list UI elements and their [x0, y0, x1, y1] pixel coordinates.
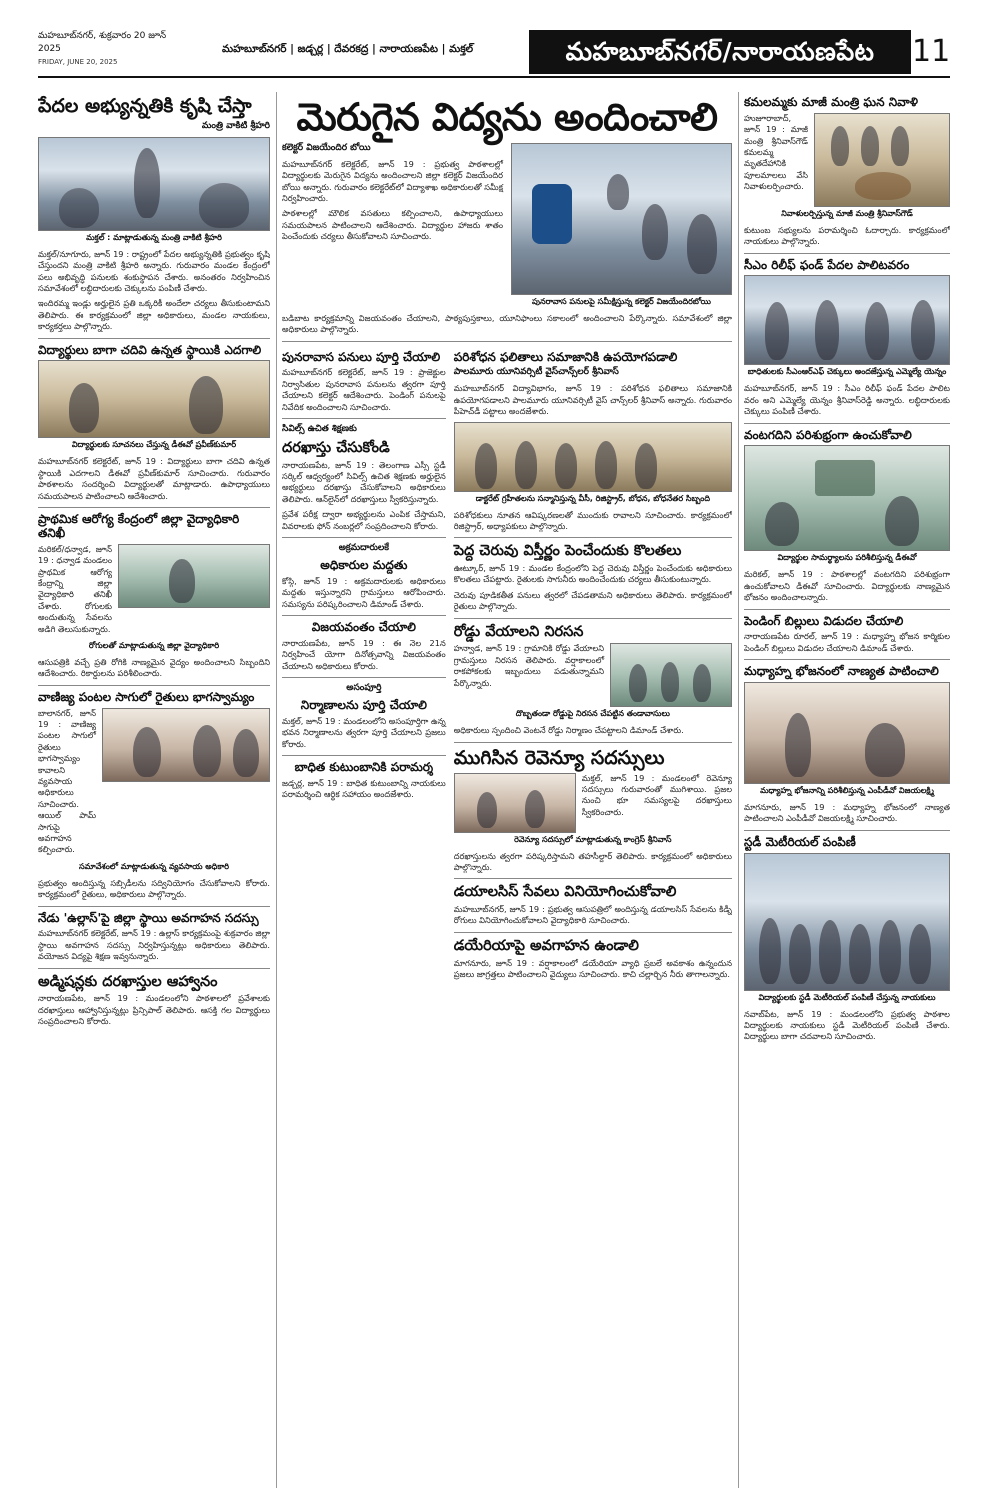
article-body: నారాయణపేట, జూన్ 19 : మండలంలోని పాఠశాలలో ప్రవేశాలకు దరఖాస్తులు ఆహ్వానిస్తున్నట్లు ప్రిన్సిపాల్ తెలిపారు. ఆసక్తి గల విద్యార్థులు సంప్రదించాలని కోరారు. — [38, 993, 270, 1027]
article-headline: వంటగదిని పరిశుభ్రంగా ఉంచుకోవాలి — [744, 427, 912, 442]
article-photo — [610, 643, 732, 707]
photo-caption: డాక్టరేట్ గ్రహీతలను సన్మానిస్తున్న వీసీ, రిజిస్ట్రార్, బోధన, బోధనేతర సిబ్బంది — [475, 493, 710, 503]
photo-caption: దొబ్బతండా రోడ్డుపై నిరసన చేపట్టిన తండావాసులు — [515, 709, 670, 719]
section-rule — [744, 423, 950, 424]
article-body: నారాయణపేట, జూన్ 19 : తెలంగాణ ఎస్సీ స్టడీ సర్కిల్ ఆధ్వర్యంలో సివిల్స్ ఉచిత శిక్షణకు అర్హులైన అభ్యర్థులు దరఖాస్తు చేసుకోవాలని అధికారులు తెలిపారు. ఆన్‌లైన్‌లో దరఖాస్తులు స్వీకరిస్తున్నారు. — [282, 459, 446, 504]
article-body: జడ్చర్ల, జూన్ 19 : బాధిత కుటుంబాన్ని నాయకులు పరామర్శించి ఆర్థిక సహాయం అందజేశారు. — [282, 777, 446, 800]
article-body: మహబూబ్‌నగర్, జూన్ 19 : సీఎం రిలీఫ్ ఫండ్ పేదల పాలిట వరం అని ఎమ్మెల్యే యెన్నం శ్రీనివాస్‌రెడ్డి అన్నారు. లబ్ధిదారులకు చెక్కులు పంపిణీ చేశారు. — [744, 383, 950, 417]
photo-caption: సమావేశంలో మాట్లాడుతున్న వ్యవసాయ అధికారి — [78, 861, 230, 871]
photo-caption: మక్తల్ : మాట్లాడుతున్న మంత్రి వాకిటి శ్రీహరి — [86, 232, 222, 242]
section-rule — [454, 537, 732, 538]
photo-caption: రోగులతో మాట్లాడుతున్న జిల్లా వైద్యాధికారి — [88, 640, 220, 650]
date-telugu: మహబూబ్‌నగర్, శుక్రవారం 20 జూన్ 2025 — [38, 31, 167, 54]
article-headline: అడ్మిషన్లకు దరఖాస్తుల ఆహ్వానం — [38, 973, 218, 990]
section-rule — [454, 742, 732, 743]
article-headline: డయాలసిస్ సేవలు వినియోగించుకోవాలి — [453, 884, 677, 901]
masthead — [0, 0, 981, 92]
article-body: ఇందిరమ్మ ఇండ్లు అర్హులైన ప్రతి ఒక్కరికీ అందేలా చర్యలు తీసుకుంటామని తెలిపారు. ఈ కార్యక్రమంలో జిల్లా అధికారులు, మండల నాయకులు, కార్యకర్తలు పాల్గొన్నారు. — [38, 298, 270, 332]
article-photo — [744, 445, 950, 551]
lead-headline: మెరుగైన విద్యను అందించాలి — [296, 95, 718, 139]
article-body: మహబూబ్‌నగర్ విద్యావిభాగం, జూన్ 19 : పరిశోధన ఫలితాలు సమాజానికి ఉపయోగపడాలని పాలమూరు యూనివర్సిటీ వైస్ చాన్స్‌లర్ శ్రీనివాస్ అన్నారు. గురువారం పీహెచ్‌డీ పట్టాలు అందజేశారు. — [453, 383, 732, 417]
photo-caption: పునరావాస పనులపై సమీక్షిస్తున్న కలెక్టర్ విజయేందిరబోయి — [532, 296, 711, 306]
article-body: మరికల్, జూన్ 19 : పాఠశాలల్లో వంటగదిని పరిశుభ్రంగా ఉంచుకోవాలని డీఈవో సూచించారు. విద్యార్థులకు నాణ్యమైన భోజనం అందించాలన్నారు. — [744, 569, 950, 603]
section-rule — [454, 618, 732, 619]
article-body: కుటుంబ సభ్యులను పరామర్శించి ఓదార్చారు. కార్యక్రమంలో నాయకులు పాల్గొన్నారు. — [744, 224, 950, 247]
article-body: ప్రవేశ పరీక్ష ద్వారా అభ్యర్థులను ఎంపిక చేస్తామని, వివరాలకు ఫోన్ నంబర్లలో సంప్రదించాలని కోరారు. — [282, 509, 446, 531]
article-headline: విజయవంతం చేయాలి — [311, 620, 416, 635]
article-photo — [102, 708, 270, 782]
page-number: 11 — [912, 34, 951, 69]
section-rule — [744, 609, 950, 610]
article-photo — [454, 773, 576, 833]
article-row — [454, 643, 732, 707]
column-middle — [282, 92, 732, 1488]
article-photo — [744, 275, 950, 365]
article-row — [38, 544, 270, 639]
article-byline: కలెక్టర్ విజయేందిర బోయి — [282, 142, 371, 153]
article-body: మరికల్/ధన్వాడ, జూన్ 19 : ధన్వాడ మండలం ప్రాథమిక ఆరోగ్య కేంద్రాన్ని జిల్లా వైద్యాధికారి తనిఖీ చేశారు. రోగులకు అందుతున్న సేవలను అడిగి తెలుసుకున్నారు. — [38, 543, 112, 634]
lower-row — [282, 347, 732, 985]
photo-caption: రెవెన్యూ సదస్సులో మాట్లాడుతున్న కాంగ్రెస్ శ్రీనివాస్ — [514, 834, 672, 844]
article-body: పాఠశాలల్లో మౌలిక వసతులు కల్పించాలని, ఉపాధ్యాయులు సమయపాలన పాటించాలని ఆదేశించారు. విద్యార్థుల హాజరు శాతం పెంచేందుకు చర్యలు తీసుకోవాలని సూచించారు. — [282, 208, 503, 242]
article-kicker: అసంపూర్తి — [346, 683, 382, 694]
article-headline: కమలమ్మకు మాజీ మంత్రి ఘన నివాళి — [744, 95, 918, 109]
left-sub-column — [282, 347, 446, 985]
photo-caption: విద్యార్థులకు సూచనలు చేస్తున్న డీఈవో ప్రవీణ్‌కుమార్ — [71, 440, 237, 450]
section-title: మహబూబ్‌నగర్/నారాయణపేట — [529, 30, 911, 74]
article-photo — [38, 137, 270, 231]
article-body: నవాబ్‌పేట, జూన్ 19 : మండలంలోని ప్రభుత్వ పాఠశాల విద్యార్థులకు నాయకులు స్టడీ మెటీరియల్ పంపిణీ చేశారు. విద్యార్థులు బాగా చదవాలని సూచించారు. — [744, 1008, 950, 1042]
header-rule — [38, 76, 950, 78]
article-headline: నిర్మాణాలను పూర్తి చేయాలి — [300, 698, 427, 713]
article-row — [38, 708, 270, 860]
article-body: ఊట్కూర్, జూన్ 19 : మండల కేంద్రంలోని పెద్ద చెరువు విస్తీర్ణం పెంచేందుకు అధికారులు కొలతలు చేపట్టారు. రైతులకు సాగునీరు అందించేందుకు చర్యలు తీసుకుంటున్నారు. — [453, 563, 732, 585]
section-rule — [454, 878, 732, 879]
section-rule — [38, 968, 270, 969]
article-headline: పేదల అభ్యున్నతికి కృషి చేస్తా — [38, 95, 252, 117]
article-body: ప్రభుత్వం అందిస్తున్న సబ్సిడీలను సద్వినియోగం చేసుకోవాలని కోరారు. కార్యక్రమంలో రైతులు, అధికారులు పాల్గొన్నారు. — [38, 877, 270, 900]
article-body: నారాయణపేట, జూన్ 19 : ఈ నెల 21న నిర్వహించే యోగా దినోత్సవాన్ని విజయవంతం చేయాలని అధికారులు కోరారు. — [282, 637, 446, 671]
section-rule — [744, 830, 950, 831]
article-headline: విద్యార్థులు బాగా చదివి ఉన్నత స్థాయికి ఎదగాలి — [38, 342, 262, 357]
article-body: మక్తల్, జూన్ 19 : మండలంలోని అసంపూర్తిగా ఉన్న భవన నిర్మాణాలను త్వరగా పూర్తి చేయాలని ప్రజలు కోరారు. — [282, 715, 446, 749]
photo-caption: విద్యార్థుల సామర్థ్యాలను పరిశీలిస్తున్న డీఈవో — [777, 553, 917, 563]
article-headline: పెద్ద చెరువు విస్తీర్ణం పెంచేందుకు కొలతలు — [453, 543, 682, 560]
photo-caption: మధ్యాహ్న భోజనాన్ని పరిశీలిస్తున్న ఎంపీడీవో విజయలక్ష్మి — [760, 786, 934, 796]
article-body: కోస్గి, జూన్ 19 : అక్రమదారులకు అధికారులు మద్దతు ఇస్తున్నారని గ్రామస్తులు ఆరోపించారు. సమస్యను పరిష్కరించాలని డిమాండ్ చేశారు. — [282, 575, 446, 609]
column-divider — [276, 92, 277, 1488]
article-headline: పరిశోధన ఫలితాలు సమాజానికి ఉపయోగపడాలి — [453, 349, 678, 364]
article-headline: నేడు 'ఉల్లాస్'పై జిల్లా స్థాయి అవగాహన సదస్సు — [38, 910, 259, 925]
section-rule — [38, 906, 270, 907]
article-body: మాగనూరు, జూన్ 19 : మధ్యాహ్న భోజనంలో నాణ్యత పాటించాలని ఎంపీడీవో విజయలక్ష్మి సూచించారు. — [744, 802, 950, 824]
article-photo — [814, 113, 950, 207]
district-list: మహబూబ్‌నగర్ | జడ్చర్ల | దేవరకద్ర | నారాయణపేట | మక్తల్ — [222, 43, 474, 55]
section-rule — [282, 755, 446, 756]
section-rule — [282, 341, 732, 342]
article-body: మహబూబ్‌నగర్ కలెక్టరేట్, జూన్ 19 : విద్యార్థులు బాగా చదివి ఉన్నత స్థాయికి ఎదగాలని డీఈవో ప్రవీణ్‌కుమార్ సూచించారు. గురువారం పాఠశాలను సందర్శించి విద్యార్థులతో మాట్లాడారు. ఉపాధ్యాయులు సమయపాలన పాటించాలని ఆదేశించారు. — [38, 456, 270, 501]
lead-row — [282, 143, 732, 313]
section-rule — [744, 659, 950, 660]
article-headline: బాధిత కుటుంబానికి పరామర్శ — [294, 760, 434, 775]
article-headline: ప్రాథమిక ఆరోగ్య కేంద్రంలో జిల్లా వైద్యాధికారి తనిఖీ — [38, 512, 240, 540]
article-photo — [744, 853, 950, 991]
article-body: అధికారులు స్పందించి వెంటనే రోడ్డు నిర్మాణం చేపట్టాలని డిమాండ్ చేశారు. — [453, 725, 684, 736]
photo-caption: బాధితులకు సీఎంఆర్ఎఫ్ చెక్కులు అందజేస్తున్న ఎమ్మెల్యే యెన్నం — [747, 367, 947, 377]
lead-photo — [511, 143, 732, 295]
section-rule — [282, 615, 446, 616]
section-rule — [282, 418, 446, 419]
article-body: పరిశోధకులు నూతన ఆవిష్కరణలతో ముందుకు రావాలని సూచించారు. కార్యక్రమంలో రిజిస్ట్రార్, అధ్యాపకులు పాల్గొన్నారు. — [453, 509, 732, 531]
article-body: చెరువు పూడికతీత పనులు త్వరలో చేపడతామని అధికారులు తెలిపారు. కార్యక్రమంలో రైతులు పాల్గొన్నారు. — [453, 589, 732, 612]
article-headline: పెండింగ్ బిల్లులు విడుదల చేయాలి — [744, 613, 904, 628]
right-sub-column — [454, 347, 732, 985]
article-body: మక్తల్, జూన్ 19 : మండలంలో రెవెన్యూ సదస్సులు గురువారంతో ముగిశాయి. ప్రజల నుంచి భూ సమస్యలపై దరఖాస్తులు స్వీకరించారు. — [581, 772, 732, 817]
article-byline: మంత్రి వాకిటి శ్రీహరి — [201, 120, 270, 131]
article-kicker: సివిల్స్ ఉచిత శిక్షణకు — [282, 423, 357, 434]
article-photo — [744, 682, 950, 784]
article-body: మహబూబ్‌నగర్, జూన్ 19 : ప్రభుత్వ ఆసుపత్రిలో అందిస్తున్న డయాలసిస్ సేవలను కిడ్నీ రోగులు వినియోగించుకోవాలని వైద్యాధికారి సూచించారు. — [453, 904, 732, 926]
article-body: దరఖాస్తులను త్వరగా పరిష్కరిస్తామని తహసీల్దార్ తెలిపారు. కార్యక్రమంలో అధికారులు పాల్గొన్నారు. — [453, 850, 732, 872]
article-photo — [38, 360, 270, 438]
section-rule — [282, 537, 446, 538]
article-headline: డయేరియాపై అవగాహన ఉండాలి — [453, 937, 639, 954]
article-headline: దరఖాస్తు చేసుకోండి — [282, 439, 390, 456]
article-row — [454, 773, 732, 833]
section-rule — [38, 685, 270, 686]
article-headline: సీఎం రిలీఫ్ ఫండ్ పేదల పాలిటవరం — [744, 257, 910, 272]
date-english: FRIDAY, JUNE 20, 2025 — [38, 58, 118, 66]
article-body: మక్తల్/నూగూరు, జూన్ 19 : రాష్ట్రంలో పేదల అభ్యున్నతికి ప్రభుత్వం కృషి చేస్తుందని మంత్రి వాకిటి శ్రీహరి అన్నారు. గురువారం మండల కేంద్రంలో పలు అభివృద్ధి పనులకు శంకుస్థాపన చేశారు. అనంతరం నిర్వహించిన సమావేశంలో లబ్ధిదారులకు చెక్కులను పంపిణీ చేశారు. — [38, 248, 270, 294]
article-photo — [454, 422, 732, 492]
article-body: మహబూబ్‌నగర్ కలెక్టరేట్, జూన్ 19 : ఉల్లాస్ కార్యక్రమంపై శుక్రవారం జిల్లా స్థాయి అవగాహన సదస్సు నిర్వహిస్తున్నట్లు అధికారులు తెలిపారు. వయోజన విద్యపై శిక్షణ ఇవ్వనున్నారు. — [38, 928, 270, 962]
article-body: బాలానగర్, జూన్ 19 : వాణిజ్య పంటల సాగులో రైతులు భాగస్వామ్యం కావాలని వ్యవసాయ అధికారులు సూచించారు. ఆయిల్ పామ్ సాగుపై అవగాహన కల్పించారు. — [38, 707, 96, 855]
section-rule — [454, 932, 732, 933]
article-headline: అధికారుల మద్దతు — [320, 558, 408, 573]
article-kicker: అక్రమదారులకే — [338, 543, 389, 554]
article-body: బడిబాట కార్యక్రమాన్ని విజయవంతం చేయాలని, పాఠ్యపుస్తకాలు, యూనిఫాంలు సకాలంలో అందించాలని పేర్కొన్నారు. సమావేశంలో జిల్లా అధికారులు పాల్గొన్నారు. — [282, 312, 732, 335]
article-byline: పాలమూరు యూనివర్సిటీ వైస్‌చాన్స్‌లర్ శ్రీనివాస్ — [453, 367, 619, 378]
article-headline: రోడ్డు వేయాలని నిరసన — [453, 623, 584, 640]
article-body: మహబూబ్‌నగర్ కలెక్టరేట్, జూన్ 19 : ప్రాజెక్టుల నిర్వాసితుల పునరావాస పనులను త్వరగా పూర్తి చేయాలని కలెక్టర్ ఆదేశించారు. పెండింగ్ పనులపై నివేదిక అందించాలని సూచించారు. — [282, 367, 446, 412]
article-body: హన్వాడ, జూన్ 19 : గ్రామానికి రోడ్డు వేయాలని గ్రామస్తులు నిరసన తెలిపారు. వర్షాకాలంలో రాకపోకలకు ఇబ్బందులు పడుతున్నామని పేర్కొన్నారు. — [453, 643, 604, 688]
column-left — [38, 92, 270, 1488]
article-body: మహబూబ్‌నగర్ కలెక్టరేట్, జూన్ 19 : ప్రభుత్వ పాఠశాలల్లో విద్యార్థులకు మెరుగైన విద్యను అందించాలని జిల్లా కలెక్టర్ విజయేందిర బోయి అన్నారు. గురువారం కలెక్టరేట్‌లో విద్యాశాఖ అధికారులతో సమీక్ష నిర్వహించారు. — [282, 158, 503, 203]
section-rule — [744, 253, 950, 254]
article-row — [744, 113, 950, 207]
article-body: నారాయణపేట రూరల్, జూన్ 19 : మధ్యాహ్న భోజన కార్మికుల పెండింగ్ బిల్లులు విడుదల చేయాలని డిమాండ్ చేశారు. — [744, 631, 950, 653]
article-body: ఆసుపత్రికి వచ్చే ప్రతి రోగికి నాణ్యమైన వైద్యం అందించాలని సిబ్బందిని ఆదేశించారు. రికార్డులను పరిశీలించారు. — [38, 656, 270, 679]
article-body: హుజూరాబాద్, జూన్ 19 : మాజీ మంత్రి శ్రీనివాస్‌గౌడ్ కమలమ్మ మృతదేహానికి పూలమాలలు వేసి నివాళులర్పించారు. — [744, 112, 808, 192]
column-divider — [738, 92, 739, 1488]
section-rule — [38, 507, 270, 508]
article-photo — [118, 544, 270, 608]
article-headline: పునరావాస పనులు పూర్తి చేయాలి — [282, 349, 441, 364]
column-right — [744, 92, 950, 1488]
article-headline: వాణిజ్య పంటల సాగులో రైతులు భాగస్వామ్యం — [38, 689, 255, 704]
article-headline: స్టడీ మెటీరియల్ పంపిణీ — [744, 834, 856, 849]
article-body: మాగనూరు, జూన్ 19 : వర్షాకాలంలో డయేరియా వ్యాధి ప్రబలే అవకాశం ఉన్నందున ప్రజలు జాగ్రత్తలు పాటించాలని వైద్యులు సూచించారు. కాచి చల్లార్చిన నీరు తాగాలన్నారు. — [453, 957, 732, 979]
section-rule — [38, 338, 270, 339]
dateline — [38, 30, 188, 69]
photo-caption: నివాళులర్పిస్తున్న మాజీ మంత్రి శ్రీనివాస్‌గౌడ్ — [781, 208, 913, 218]
photo-caption: విద్యార్థులకు స్టడీ మెటీరియల్ పంపిణీ చేస్తున్న నాయకులు — [758, 992, 936, 1002]
article-headline: ముగిసిన రెవెన్యూ సదస్సులు — [453, 746, 665, 769]
article-headline: మధ్యాహ్న భోజనంలో నాణ్యత పాటించాలి — [744, 664, 939, 679]
section-rule — [282, 677, 446, 678]
